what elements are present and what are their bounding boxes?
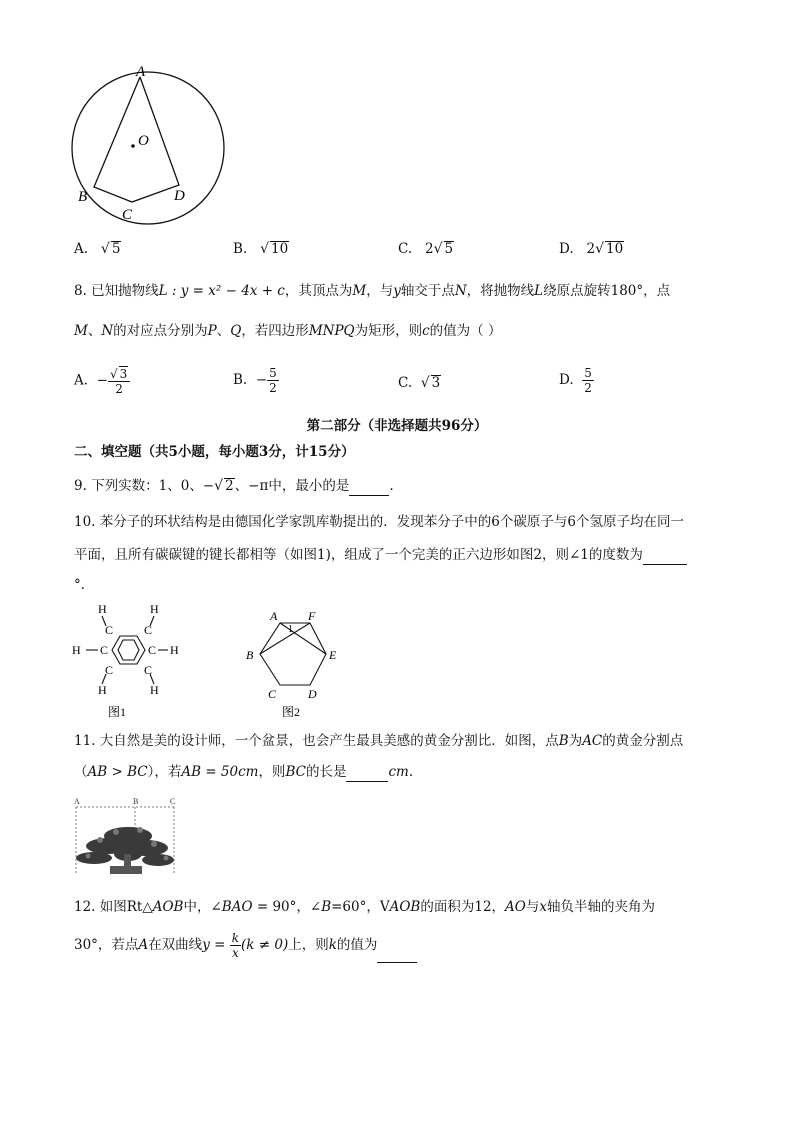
part2-title: 第二部分（非选择题共96分）	[306, 418, 488, 434]
q7-option-d: D. 2√ 10	[559, 241, 624, 257]
benzene-h-4: H	[170, 643, 179, 657]
q8-line-1: 8. 已知抛物线L : y = x² − 4x + c，其顶点为M，与y轴交于点N，将抛物线L绕原点旋转180°，点	[74, 283, 671, 299]
label-D: D	[174, 188, 185, 204]
label-A: A	[136, 64, 146, 80]
section2-title: 二、填空题（共5小题，每小题3分，计15分）	[74, 444, 355, 460]
hex-label-1: 1	[288, 624, 293, 635]
benzene-c-5: C	[105, 663, 114, 677]
q7-option-b: B. √ 10	[233, 241, 289, 257]
q10-answer-blank[interactable]	[643, 546, 687, 565]
benzene-c-1: C	[105, 623, 114, 637]
benzene-figure	[68, 598, 188, 723]
q12-answer-blank[interactable]	[377, 928, 417, 963]
hex-label-E: E	[329, 648, 337, 662]
q8-line-2: M、N的对应点分别为P、Q，若四边形MNPQ为矩形，则c的值为（ ）	[74, 323, 502, 339]
hex-label-F: F	[308, 609, 316, 623]
bonsai-label-A: A	[74, 797, 80, 806]
q7-d-radicand: 10	[606, 241, 624, 257]
q12-line-1: 12. 如图Rt△AOB中，∠BAO = 90°，∠B=60°，VAOB的面积为12，AO与x轴负半轴的夹角为	[74, 899, 655, 915]
q8-option-b: B. − $\frac{5}{2}$	[233, 366, 277, 395]
hex-label-C: C	[268, 687, 277, 701]
q8-option-a: A. − $\frac{√ 3}{2}$	[74, 366, 130, 396]
q7-option-a: A. √ 5	[74, 241, 121, 257]
q9-text: 9. 下列实数：1、0、−√ 2、−π中，最小的是 .	[74, 478, 394, 494]
q10-line-3: °．	[74, 577, 95, 593]
benzene-c-3: C	[100, 643, 109, 657]
label-B: B	[78, 189, 88, 205]
benzene-h-5: H	[98, 683, 107, 697]
q12-line-2: 30°，若点A在双曲线y = $\frac{k}{x}$ (k ≠ 0)上，则k的值为	[74, 928, 417, 963]
bonsai-label-B: B	[133, 797, 139, 806]
benzene-c-6: C	[144, 663, 153, 677]
q7-a-radicand: 5	[111, 241, 121, 257]
q11-line-2: （AB > BC），若AB = 50cm，则BC的长是 cm.	[74, 764, 414, 780]
benzene-h-6: H	[150, 683, 159, 697]
hexagon-figure	[238, 606, 358, 721]
fig2-caption: 图2	[282, 705, 301, 719]
q8-option-c: C. √ 3	[398, 375, 441, 391]
bonsai-label-C: C	[170, 797, 176, 806]
q9-answer-blank[interactable]	[349, 477, 389, 496]
benzene-h-3: H	[72, 643, 81, 657]
label-O: O	[138, 133, 149, 149]
hex-label-D: D	[308, 687, 317, 701]
hex-label-A: A	[270, 609, 278, 623]
benzene-h-2: H	[150, 602, 159, 616]
q10-line-1: 10. 苯分子的环状结构是由德国化学家凯库勒提出的．发现苯分子中的6个碳原子与6个氢原子均在同一	[74, 514, 684, 530]
q7-b-radicand: 10	[271, 241, 289, 257]
q8-option-d: D. $\frac{5}{2}$	[559, 366, 592, 395]
q7-option-c: C. 2√ 5	[398, 241, 454, 257]
benzene-h-1: H	[98, 602, 107, 616]
benzene-c-4: C	[148, 643, 157, 657]
q11-answer-blank[interactable]	[346, 763, 388, 782]
q10-line-2: 平面，且所有碳碳键的键长都相等（如图1)，组成了一个完美的正六边形如图2，则∠1的度数为	[74, 546, 687, 565]
hex-label-B: B	[246, 648, 254, 662]
label-C: C	[122, 207, 133, 223]
bonsai-figure	[70, 796, 185, 881]
fig1-caption: 图1	[108, 705, 127, 719]
benzene-c-2: C	[144, 623, 153, 637]
q7-c-radicand: 5	[444, 241, 454, 257]
q11-line-1: 11. 大自然是美的设计师，一个盆景，也会产生最具美感的黄金分割比．如图，点B为AC的黄金分割点	[74, 733, 684, 749]
circle-figure	[62, 60, 242, 230]
